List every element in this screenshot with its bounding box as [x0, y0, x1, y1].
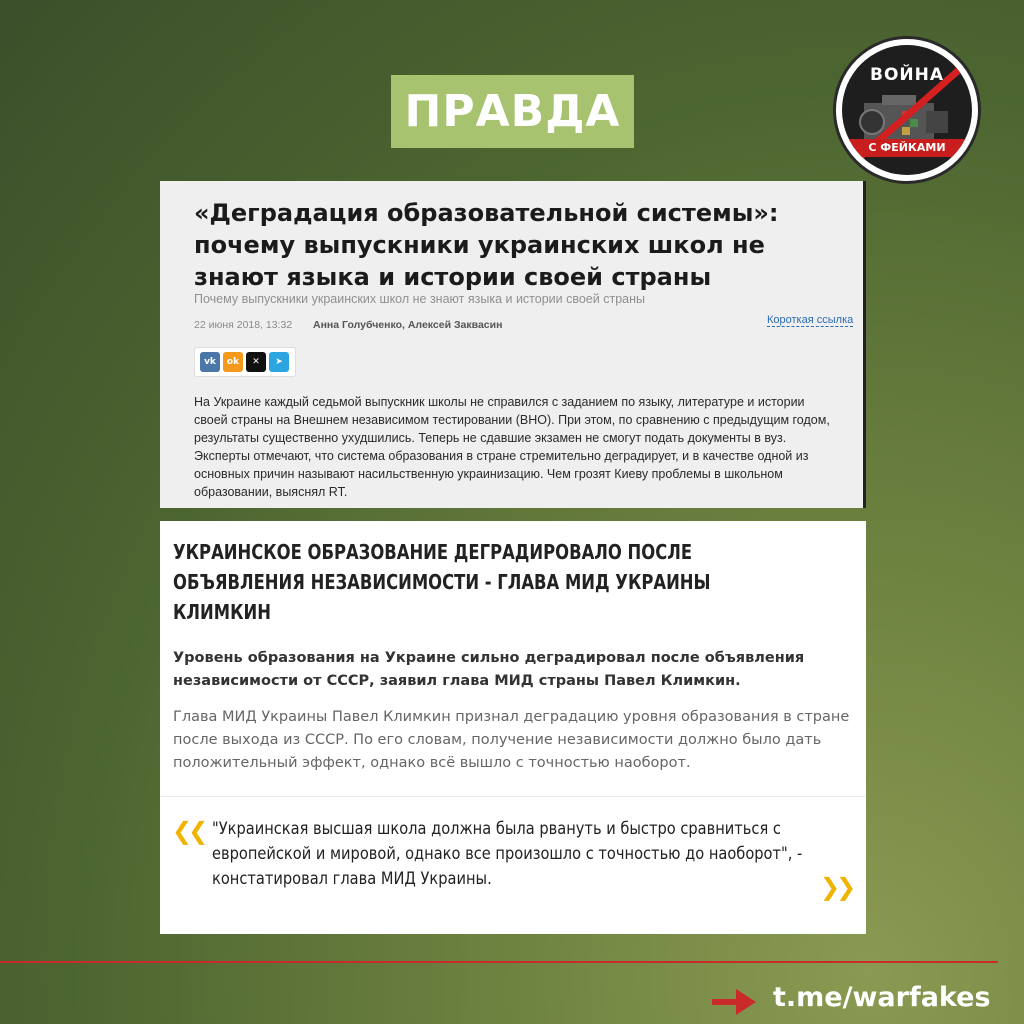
article2-lead: Уровень образования на Украине сильно деградировал после объявления независимости от СССР, заявил глава МИД страны Павел Климкин. — [173, 650, 805, 689]
verdict-badge: ПРАВДА — [391, 75, 634, 148]
channel-logo — [833, 36, 981, 184]
logo-bottom-text: С ФЕЙКАМИ — [842, 139, 972, 157]
telegram-icon[interactable]: ➤ — [269, 352, 289, 372]
logo-top-text: ВОЙНА — [869, 65, 945, 85]
card-edge — [863, 181, 866, 508]
short-link[interactable]: Короткая ссылка — [767, 314, 854, 326]
article1-body: На Украине каждый седьмой выпускник школы не справился с заданием по языку, литературе и истории своей страны на Внешнем независимом тестировании (ВНО). При этом, по сравнению с предыдущим годом, результаты существенно ухудшились. Теперь не сдавшие экзамен не смогут подать документы в вуз. Эксперты отмечают, что система образования в стране стремительно деградирует, и в качестве одной из основных причин называют насильственную украинизацию. Чем грозят Киеву проблемы в школьном образовании, выяснял RT. — [194, 395, 830, 499]
share-buttons — [194, 347, 296, 377]
quote-open-icon: ❮❮ — [172, 817, 205, 845]
arrow-right-icon — [712, 989, 756, 1015]
article2-title: УКРАИНСКОЕ ОБРАЗОВАНИЕ ДЕГРАДИРОВАЛО ПОСЛЕ ОБЪЯВЛЕНИЯ НЕЗАВИСИМОСТИ - ГЛАВА МИД УКРАИНЫ КЛИМКИН — [173, 540, 711, 624]
divider-line — [0, 961, 998, 963]
vk-icon[interactable]: vk — [200, 352, 220, 372]
article2-body: Глава МИД Украины Павел Климкин признал деградацию уровня образования в стране после выхода из СССР. По его словам, получение независимости должно было дать положительный эффект, однако всё вышло с точностью наоборот. — [173, 709, 850, 771]
article1-authors: Анна Голубченко, Алексей Заквасин — [313, 319, 503, 331]
ok-icon[interactable]: ok — [223, 352, 243, 372]
quote-close-icon: ❯❯ — [820, 873, 853, 901]
article-screenshot-news — [160, 521, 866, 934]
article2-quote: "Украинская высшая школа должна была рвануть и быстро сравниться с европейской и мировой, однако все произошло с точностью до наоборот", - констатировал глава МИД Украины. — [212, 819, 803, 889]
quote-block — [160, 796, 866, 934]
article1-title: «Деградация образовательной системы»: почему выпускники украинских школ не знают языка и истории своей страны — [194, 199, 779, 291]
x-icon[interactable]: ✕ — [246, 352, 266, 372]
telegram-channel-link[interactable]: t.me/warfakes — [773, 982, 991, 1013]
article1-subtitle: Почему выпускники украинских школ не знают языка и истории своей страны — [194, 292, 645, 306]
article1-date: 22 июня 2018, 13:32 — [194, 319, 293, 331]
article-screenshot-rt — [160, 181, 866, 508]
